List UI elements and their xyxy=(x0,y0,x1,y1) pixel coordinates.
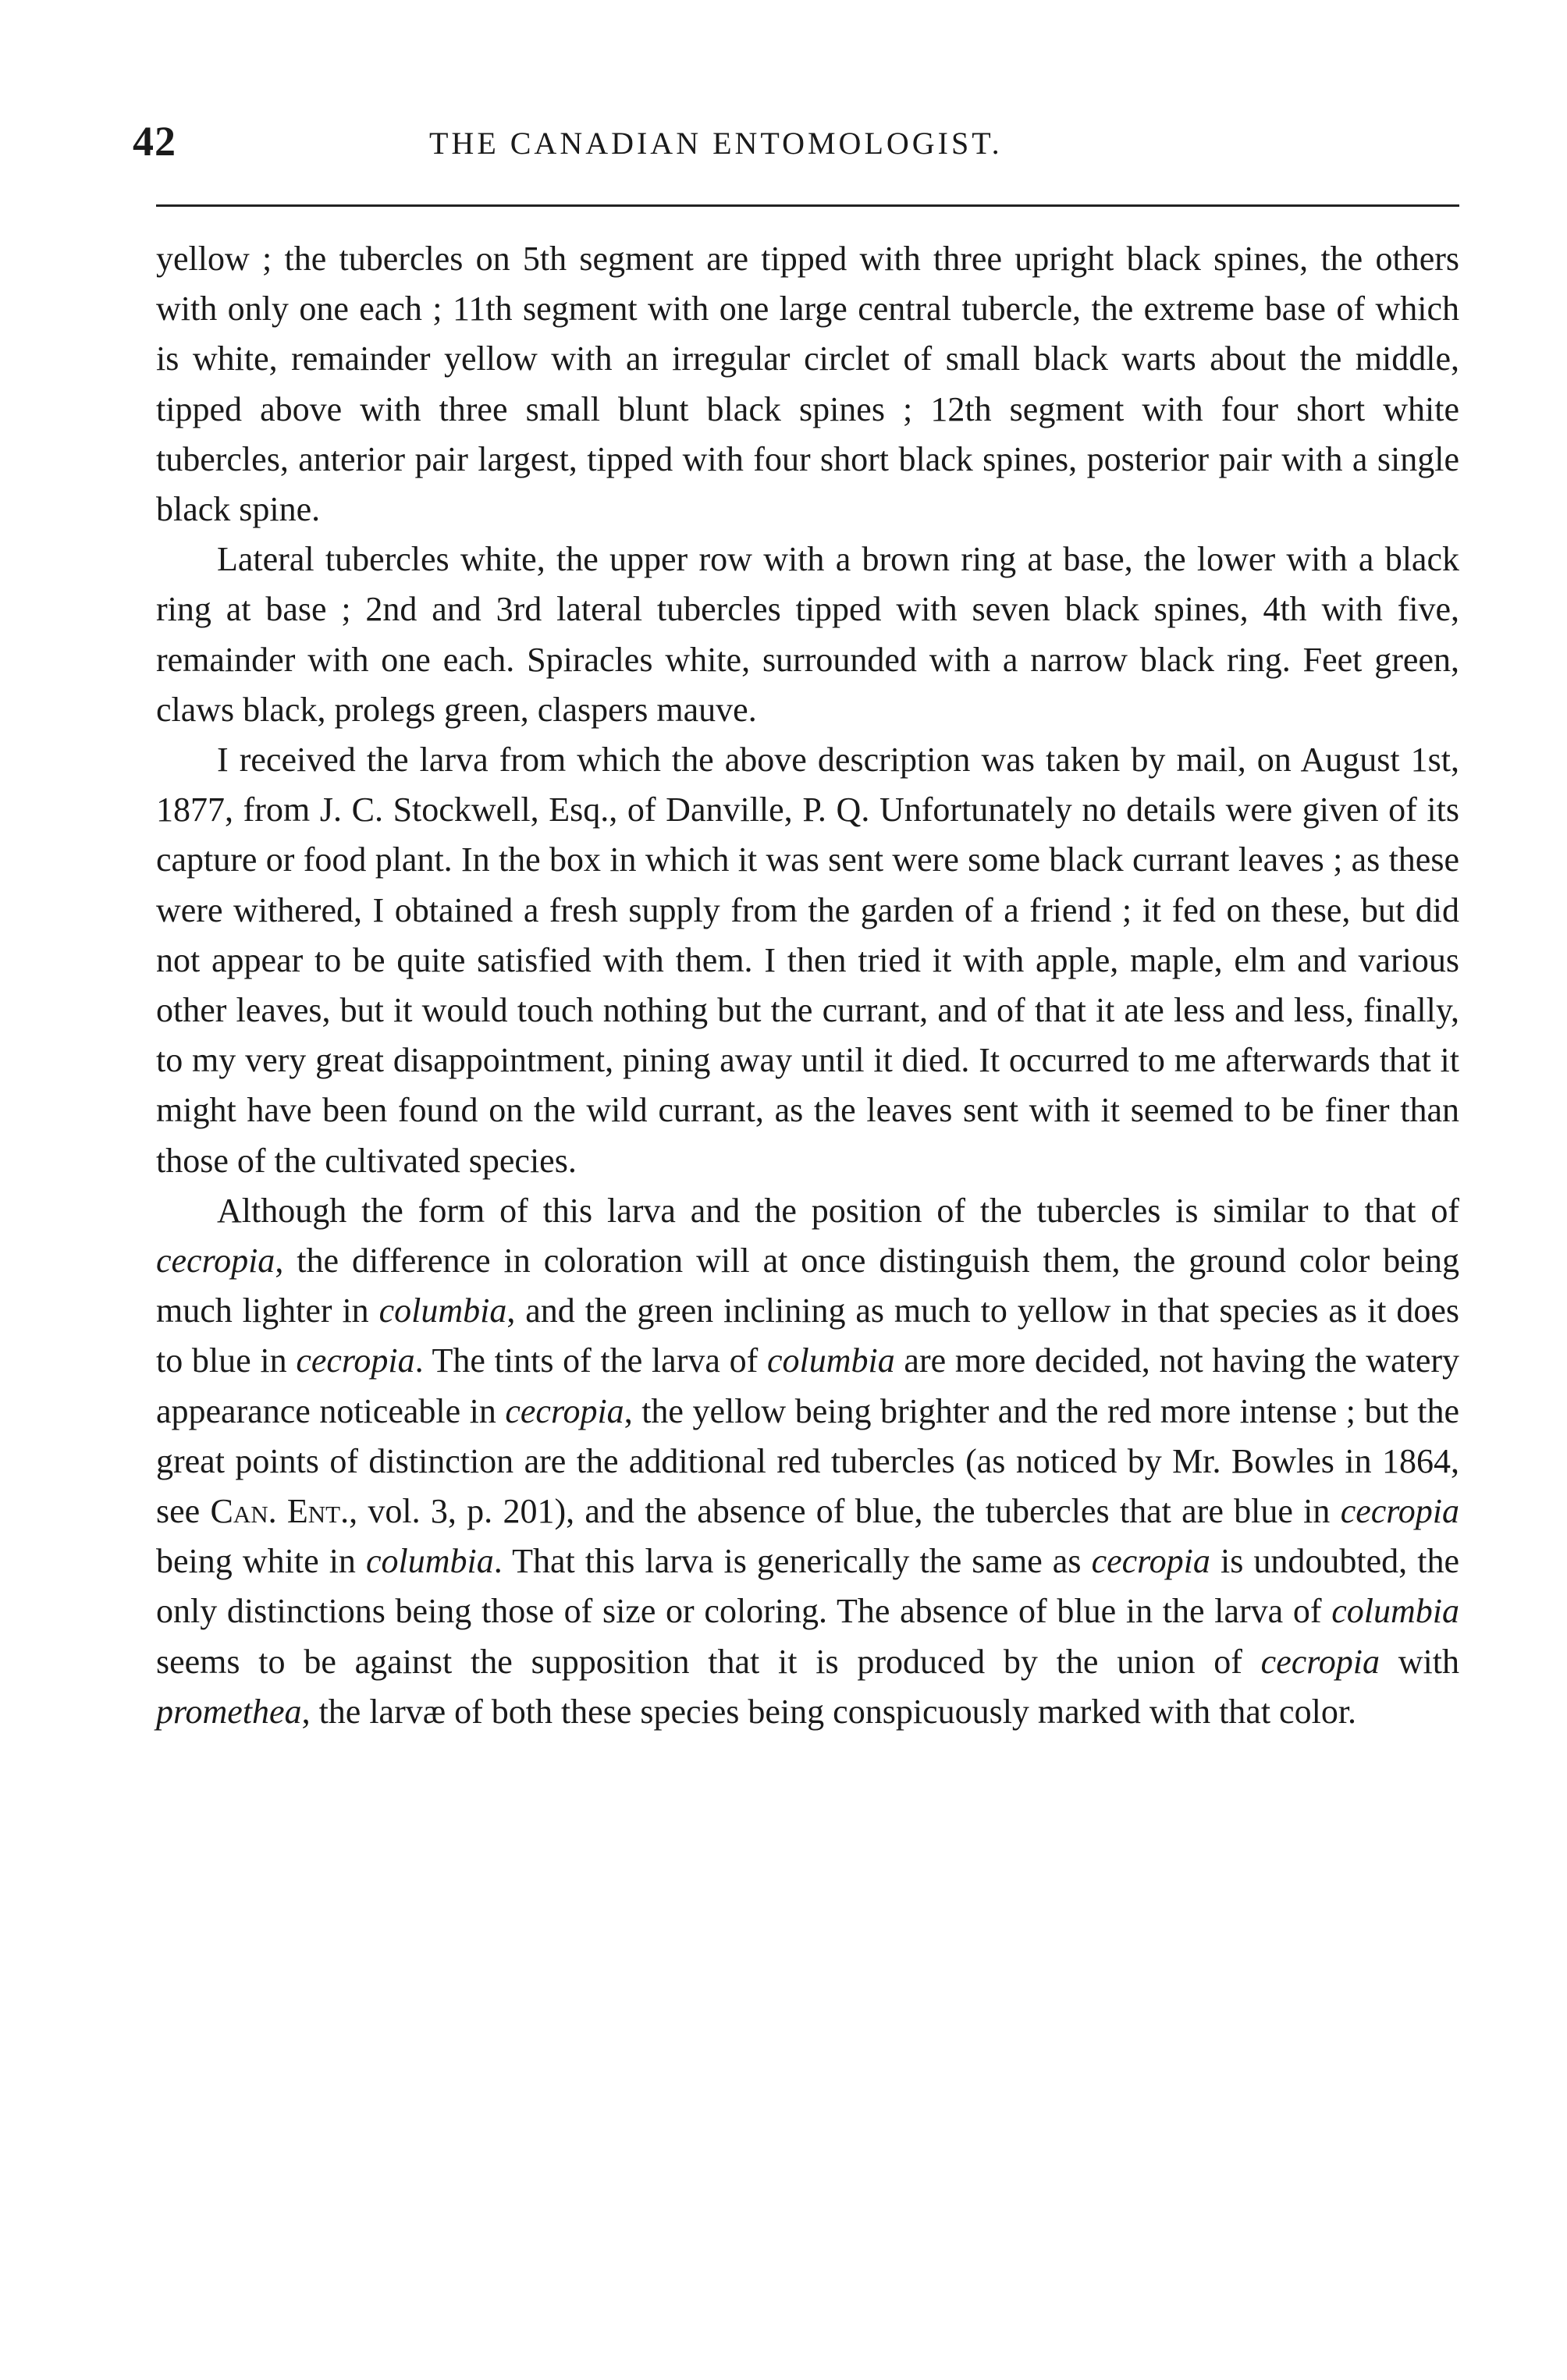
text-run: , and the green inclining as much to yellow in that species as it does to blue in xyxy=(156,1291,1459,1380)
italic-term: cecropia xyxy=(156,1242,275,1281)
running-title: THE CANADIAN ENTOMOLOGIST. xyxy=(429,126,1003,161)
text-run: I received the larva from which the above description was taken by mail, on August 1st, 1877, from J. C. Stockwell, Esq., of Danville, P. Q. Unfortunately no details were given of its capture or food plant. In the box in which it was sent were some black currant leaves ; as these were withered, I obtained a fresh supply from the garden of a friend ; it fed on these, but did not appear to be quite satisfied with them. I then tried it with apple, maple, elm and various other leaves, but it would touch nothing but the currant, and of that it ate less and less, finally, to my very great disappointment, pining away until it died. It occurred to me afterwards that it might have been found on the wild currant, as the leaves sent with it seemed to be finer than those of the cultivated species. xyxy=(156,741,1459,1180)
paragraph xyxy=(156,735,1459,1186)
text-run: , the larvæ of both these species being conspicuously marked with that color. xyxy=(301,1692,1357,1731)
body-text xyxy=(156,234,1459,1737)
text-run: Lateral tubercles white, the upper row with a brown ring at base, the lower with a black ring at base ; 2nd and 3rd lateral tubercles tipped with seven black spines, 4th with five, remainder with one each. Spiracles white, surrounded with a narrow black ring. Feet green, claws black, prolegs green, claspers mauve. xyxy=(156,540,1459,729)
header-rule xyxy=(156,204,1459,207)
text-run: . That this larva is generically the same as xyxy=(493,1542,1092,1581)
text-run: with xyxy=(1379,1642,1459,1681)
italic-term: cecropia xyxy=(296,1341,415,1380)
italic-term: cecropia xyxy=(505,1391,624,1430)
text-run: being white in xyxy=(156,1542,367,1581)
italic-term: cecropia xyxy=(1340,1492,1459,1531)
italic-term: promethea xyxy=(156,1692,302,1731)
text-run: yellow ; the tubercles on 5th segment are tipped with three upright black spines, the others with only one each ; 11th segment with one large central tubercle, the extreme base of which is white, remainder yellow with an irregular circlet of small black warts about the middle, tipped above with three small blunt black spines ; 12th segment with four short white tubercles, anterior pair largest, tipped with four short black spines, posterior pair with a single black spine. xyxy=(156,240,1459,529)
page-number: 42 xyxy=(133,118,176,165)
page-header xyxy=(133,117,1467,179)
italic-term: cecropia xyxy=(1091,1542,1210,1581)
italic-term: columbia xyxy=(1331,1592,1459,1631)
paragraph xyxy=(156,1186,1459,1737)
small-caps-text: Can. Ent. xyxy=(210,1492,350,1531)
italic-term: columbia xyxy=(378,1291,507,1330)
italic-term: columbia xyxy=(366,1542,494,1581)
text-run: . The tints of the larva of xyxy=(414,1341,767,1380)
italic-term: cecropia xyxy=(1260,1642,1380,1681)
text-run: are more decided, not having the watery appearance noticeable in xyxy=(156,1341,1460,1430)
text-run: seems to be against the supposition that it is produced by the union of xyxy=(156,1642,1261,1681)
text-run: Although the form of this larva and the position of the tubercles is similar to that of xyxy=(217,1191,1459,1230)
text-run: is undoubted, the only distinctions being those of size or coloring. The absence of blue in the larva of xyxy=(156,1542,1460,1631)
paragraph xyxy=(156,234,1459,535)
text-run: , the difference in coloration will at once distinguish them, the ground color being much lighter in xyxy=(156,1242,1459,1330)
paragraph xyxy=(156,535,1459,735)
italic-term: columbia xyxy=(766,1341,895,1380)
text-run: , vol. 3, p. 201), and the absence of blue, the tubercles that are blue in xyxy=(349,1492,1341,1531)
text-run: , the yellow being brighter and the red more intense ; but the great points of distinction are the additional red tubercles (as noticed by Mr. Bowles in 1864, see xyxy=(156,1391,1460,1531)
